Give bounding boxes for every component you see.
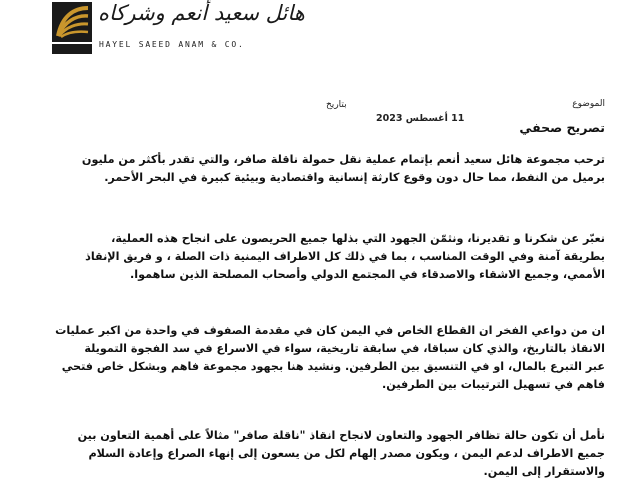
paragraph-line: بطريقة آمنة وفي الوقت المناسب ، بما في ذلك كل الاطراف اليمنية ذات الصلة ، و فريق الإنقاذ — [85, 250, 605, 263]
paragraph-1 — [40, 151, 605, 187]
paragraph-line: ان من دواعي الفخر ان القطاع الخاص في اليمن كان في مقدمة الصفوف في واحدة من اكبر عمليات — [55, 324, 605, 337]
letterhead — [0, 0, 640, 60]
date-label: بتاريخ — [326, 100, 347, 110]
subject-title: تصريح صحفي — [519, 120, 605, 135]
paragraph-line: الانقاذ بالتاريخ، والذي كان سباقا، في سابقة تاريخية، سواء في الاسراع في سد الفجوة التمويلة — [84, 342, 605, 355]
paragraph-line: عبر التبرع بالمال، او في التنسيق بين الطرفين. ونشيد هنا بجهود مجموعة فاهم وبشكل خاص فتحي — [61, 360, 605, 373]
paragraph-3 — [40, 322, 605, 394]
paragraph-line: فاهم في تسهيل الترتيبات بين الطرفين. — [382, 378, 605, 391]
paragraph-line: الأممي، وجميع الاشقاء والاصدقاء في المجتمع الدولي وأصحاب المصلحة الذين ساهموا. — [130, 268, 605, 281]
paragraph-line: نأمل أن تكون حالة تظافر الجهود والتعاون لانجاح انقاذ "ناقلة صافر" مثالاً على أهمية التعاون بين — [77, 429, 605, 442]
paragraph-line: نعبّر عن شكرنا و تقديرنا، ونثمّن الجهود التي بذلها جميع الحريصون على انجاح هذه العملية، — [111, 232, 605, 245]
paragraph-4 — [40, 427, 605, 481]
date-value: 11 أغسطس 2023 — [376, 113, 465, 124]
paragraph-2 — [40, 230, 605, 284]
company-logo-icon — [52, 2, 92, 54]
paragraph-line: جميع الاطراف لدعم اليمن ، ويكون مصدر إلهام لكل من يسعون إلى إنهاء الصراع وإعادة السلام — [88, 447, 605, 460]
paragraph-line: والاستقرار إلى اليمن. — [483, 465, 605, 478]
subject-label: الموضوع — [572, 99, 605, 109]
paragraph-line: ترحب مجموعة هائل سعيد أنعم بإتمام عملية نقل حمولة ناقلة صافر، والتي تقدر بأكثر من مليون — [81, 153, 605, 166]
paragraph-line: برميل من النفط، مما حال دون وقوع كارثة إنسانية واقتصادية وبيئية كبيرة في البحر الأحمر. — [104, 171, 605, 184]
company-name-arabic: هائل سعيد أنعم وشركاه — [98, 1, 305, 25]
company-name-english: HAYEL SAEED ANAM & CO. — [99, 40, 245, 49]
